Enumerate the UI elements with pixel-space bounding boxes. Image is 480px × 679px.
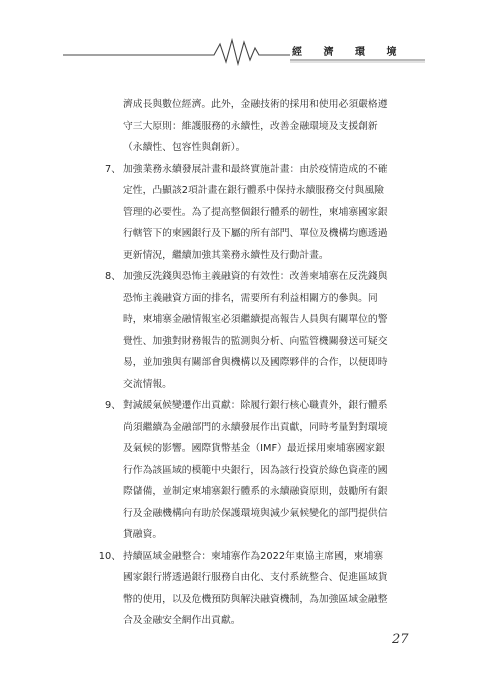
- page-number: 27: [392, 632, 409, 647]
- list-item: [97, 395, 389, 546]
- header-pulse-line-icon: [0, 0, 480, 70]
- list-item: [97, 159, 389, 267]
- list-item-text: 加強業務永續發展計畫和最終實施計畫：由於疫情造成的不確定性，凸顯該2項計畫在銀行體系中保持永續服務交付與風險管理的必要性。為了提高整個銀行體系的韌性，柬埔寨國家銀行轄管下的柬國銀行及下屬的所有部門、單位及機構均應透過更新情況，繼續加強其業務永續性及行動計畫。: [123, 163, 388, 261]
- list-item-number: 10、: [98, 550, 121, 562]
- section-title: 經 濟 環 境: [292, 47, 406, 58]
- page-header: [0, 0, 480, 70]
- list-item: [97, 546, 389, 632]
- list-item-text: 加強反洗錢與恐怖主義融資的有效性：改善柬埔寨在反洗錢與恐怖主義融資方面的排名，需要所有利益相關方的參與。同時，柬埔寨金融情報室必須繼續提高報告人員與有關單位的警覺性、加強對財務報告的監測與分析、向監管機關發送可疑交易，並加強與有關部會與機構以及國際夥伴的合作，以便即時交流情報。: [123, 271, 388, 390]
- list-item-number: 8、: [104, 271, 121, 282]
- page-body: [97, 94, 389, 632]
- continued-paragraph: 濟成長與數位經濟。此外，金融技術的採用和使用必須嚴格遵守三大原則：維護服務的永續性，改善金融環境及支援創新（永續性、包容性與創新）。: [123, 99, 388, 153]
- list-item: [97, 266, 389, 395]
- list-item-text: 對減緩氣候變遷作出貢獻：除履行銀行核心職責外，銀行體系尚須繼續為金融部門的永續發展作出貢獻，同時考量對對環境及氣候的影響。國際貨幣基金（IMF）最近採用柬埔寨國家銀行作為該區域的模範中央銀行，因為該行投資於綠色資產的國際儲備，並制定柬埔寨銀行體系的永續融資原則，鼓勵所有銀行及金融機構向有助於保護環境與減少氣候變化的部門提供信貸融資。: [123, 400, 388, 540]
- list-item-number: 9、: [104, 400, 121, 411]
- list-item-text: 持續區域金融整合：柬埔寨作為2022年東協主席國，柬埔寨國家銀行將透過銀行服務自由化、支付系統整合、促進區域貨幣的使用，以及危機預防與解決融資機制，為加強區域金融整合及金融安全網作出貢獻。: [123, 550, 388, 626]
- list-item-number: 7、: [104, 163, 121, 175]
